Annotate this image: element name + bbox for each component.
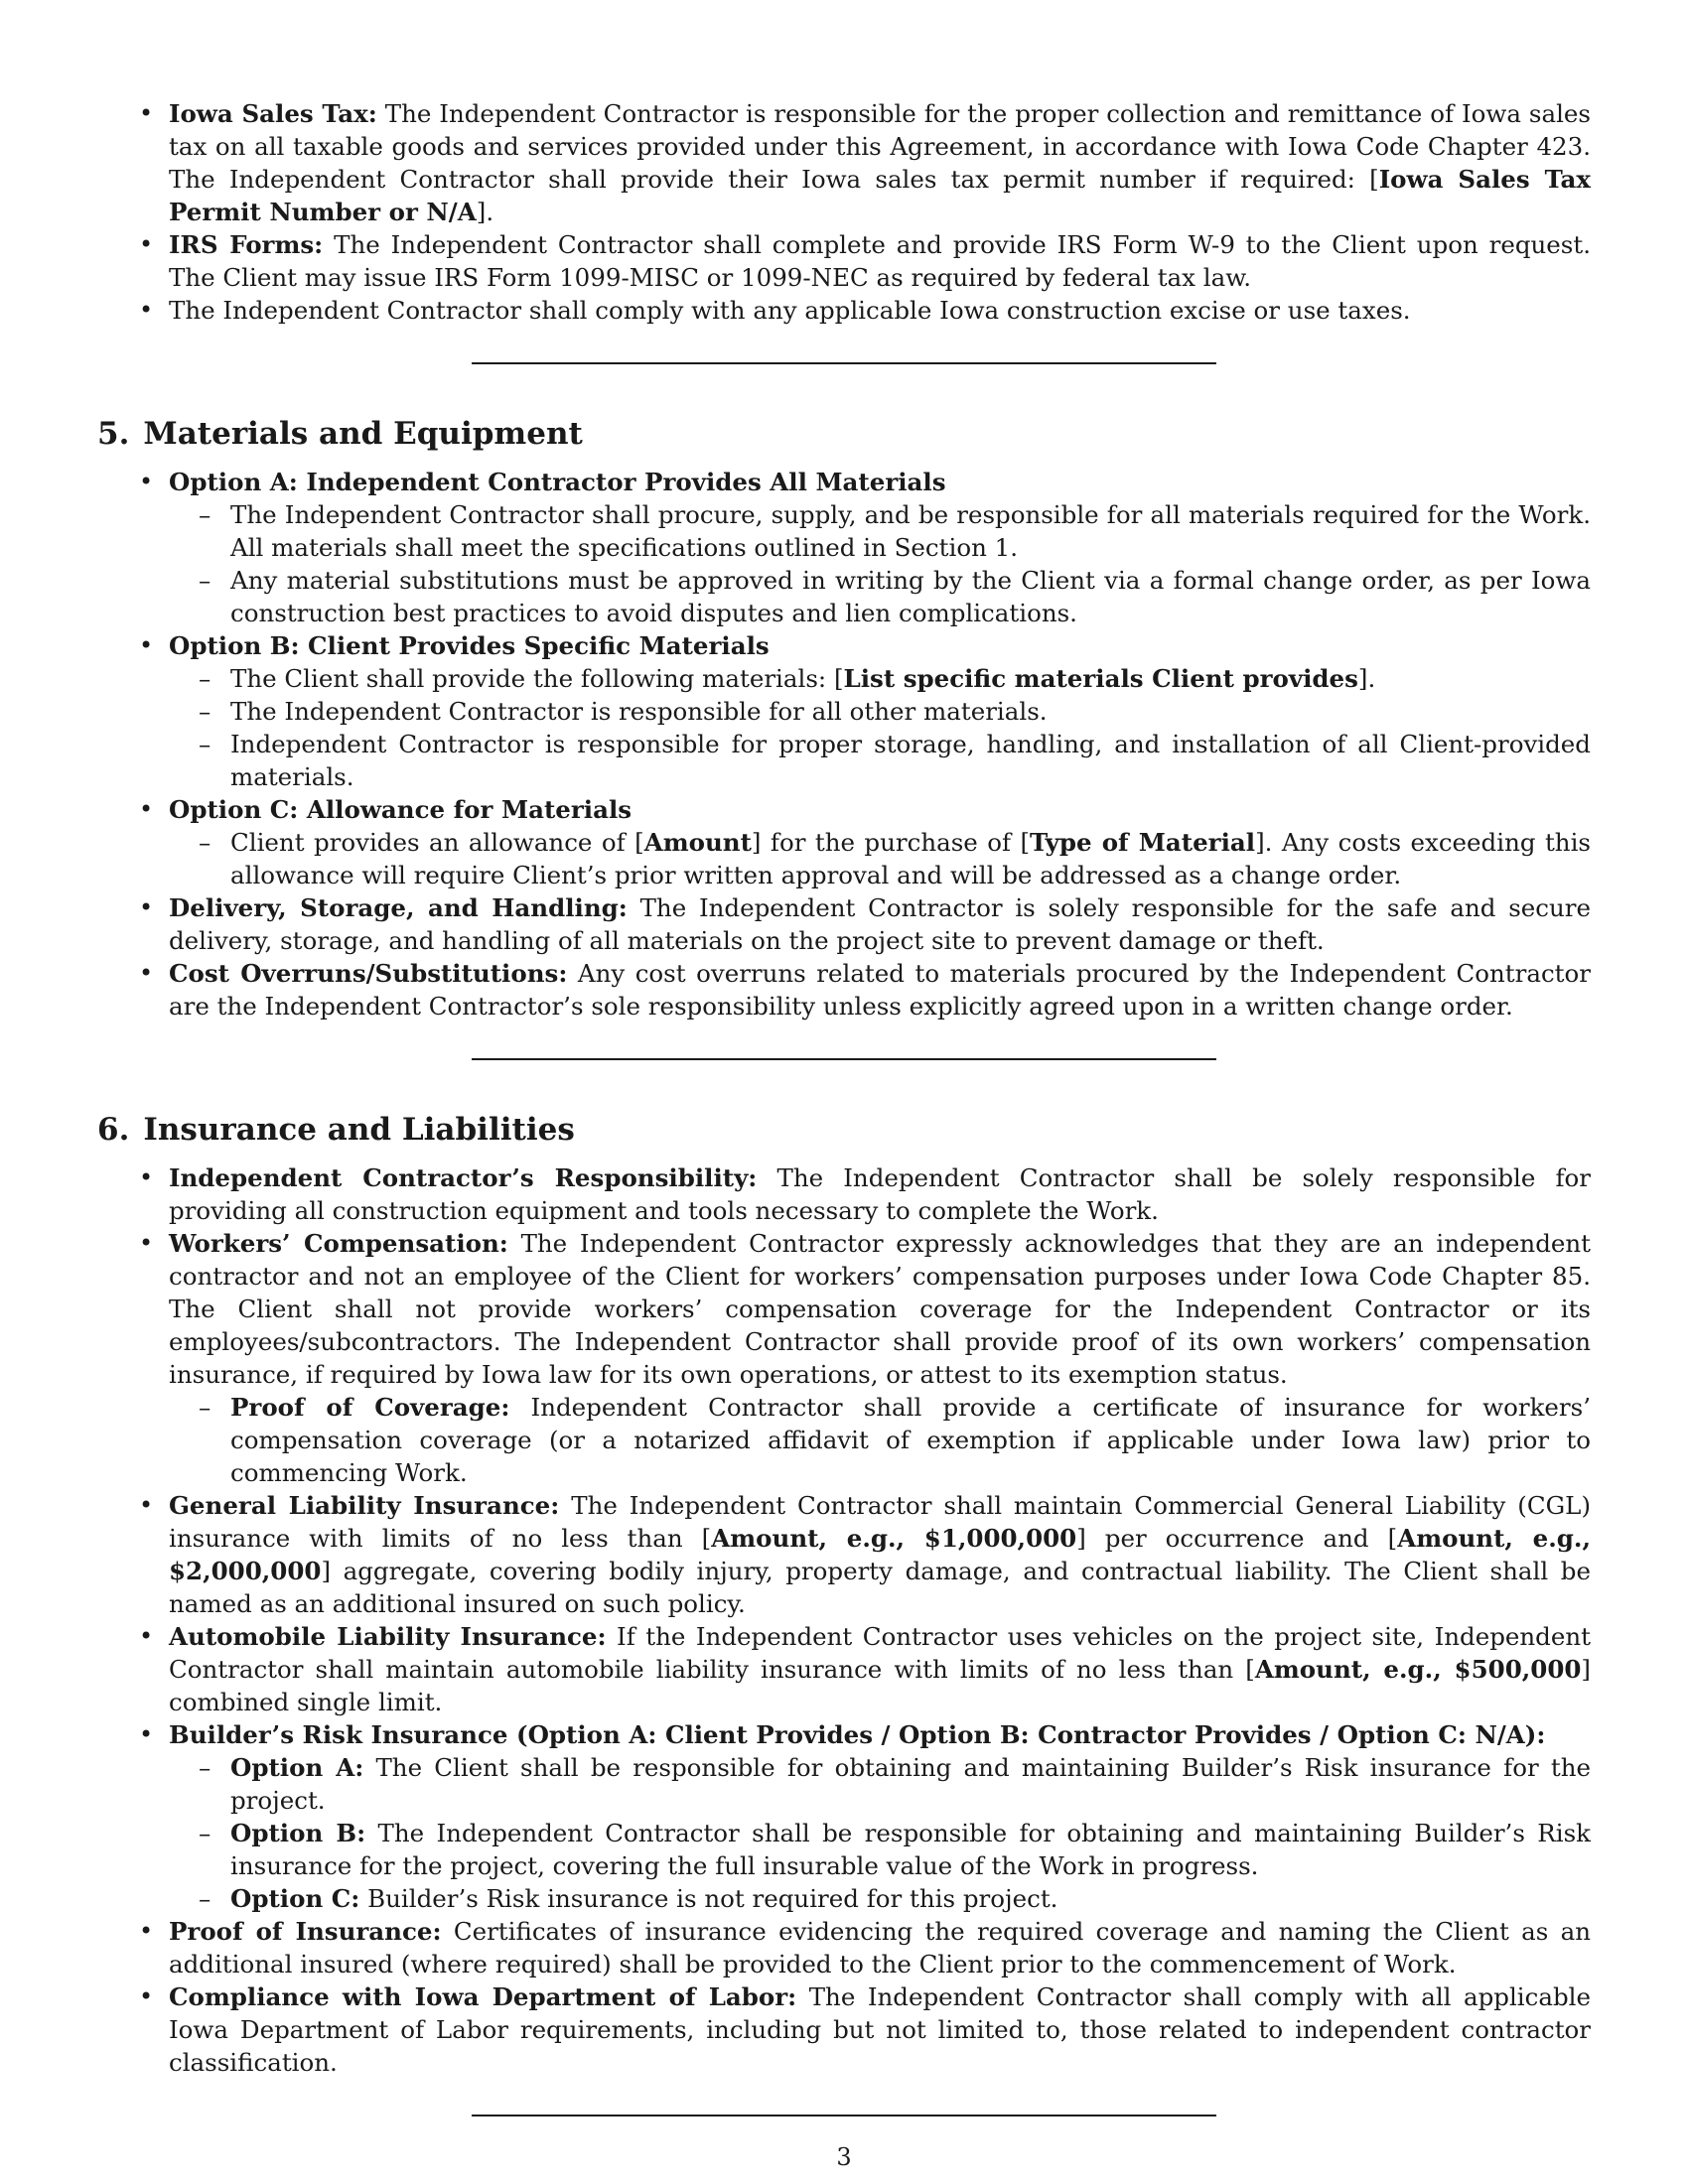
list-item: • IRS Forms: The Independent Contractor shall complete and provide IRS Form W-9 to the Client upon request. The Client may issue IRS Form 1099-MISC or 1099-NEC as required by federal tax law. xyxy=(97,228,1591,294)
item-title: Option B: Client Provides Specific Materials xyxy=(169,631,770,660)
list-item: • General Liability Insurance: The Independent Contractor shall maintain Commercial General Liability (CGL) insurance with limits of no less than [Amount, e.g., $1,000,000] per occurrence and [Amount, e.g., $2,000,000] aggregate, covering bodily injury, property damage, and contractual liability. The Client shall be named as an additional insured on such policy. xyxy=(97,1489,1591,1620)
item-title: Workers’ Compensation: xyxy=(169,1229,508,1258)
section-heading: 5. Materials and Equipment xyxy=(97,416,583,452)
materials-list xyxy=(97,466,1591,1023)
sub-list xyxy=(169,1391,1591,1489)
list-item: • Independent Contractor’s Responsibility: The Independent Contractor shall be solely responsible for providing all construction equipment and tools necessary to complete the Work. xyxy=(97,1161,1591,1227)
tax-list xyxy=(97,97,1591,327)
sub-list-item: – Option A: The Client shall be responsible for obtaining and maintaining Builder’s Risk insurance for the project. xyxy=(169,1751,1591,1817)
sub-list-item: – Independent Contractor is responsible for proper storage, handling, and installation of all Client-provided materials. xyxy=(169,728,1591,793)
list-item xyxy=(97,629,1591,793)
sub-list-item: – Proof of Coverage: Independent Contractor shall provide a certificate of insurance for workers’ compensation coverage (or a notarized affidavit of exemption if applicable under Iowa law) prior to commencing Work. xyxy=(169,1391,1591,1489)
page-number: 3 xyxy=(836,2143,852,2171)
sub-list-item: – Option C: Builder’s Risk insurance is not required for this project. xyxy=(169,1882,1591,1915)
sub-list-item: – Any material substitutions must be approved in writing by the Client via a formal change order, as per Iowa construction best practices to avoid disputes and lien complications. xyxy=(169,564,1591,629)
list-item xyxy=(97,1718,1591,1915)
list-item: • Delivery, Storage, and Handling: The Independent Contractor is solely responsible for the safe and secure delivery, storage, and handling of all materials on the project site to prevent damage or theft. xyxy=(97,891,1591,957)
section-heading: 6. Insurance and Liabilities xyxy=(97,1112,575,1148)
sub-list xyxy=(169,1751,1591,1915)
list-item: • Cost Overruns/Substitutions: Any cost overruns related to materials procured by the Independent Contractor are the Independent Contractor’s sole responsibility unless explicitly agreed upon in a written change order. xyxy=(97,957,1591,1023)
item-title: Delivery, Storage, and Handling: xyxy=(169,893,628,922)
sub-list xyxy=(169,498,1591,629)
sub-list xyxy=(169,662,1591,793)
sub-list-item: – Option B: The Independent Contractor shall be responsible for obtaining and maintaining Builder’s Risk insurance for the project, covering the full insurable value of the Work in progress. xyxy=(169,1817,1591,1882)
insurance-list xyxy=(97,1161,1591,2079)
list-item: • Automobile Liability Insurance: If the Independent Contractor uses vehicles on the project site, Independent Contractor shall maintain automobile liability insurance with limits of no less than [Amount, e.g., $500,000] combined single limit. xyxy=(97,1620,1591,1718)
list-item: • Proof of Insurance: Certificates of insurance evidencing the required coverage and naming the Client as an additional insured (where required) shall be provided to the Client prior to the commencement of Work. xyxy=(97,1915,1591,1980)
sub-list xyxy=(169,826,1591,891)
item-title: IRS Forms: xyxy=(169,230,324,259)
list-item: • Iowa Sales Tax: The Independent Contractor is responsible for the proper collection and remittance of Iowa sales tax on all taxable goods and services provided under this Agreement, in accordance with Iowa Code Chapter 423. The Independent Contractor shall provide their Iowa sales tax permit number if required: [Iowa Sales Tax Permit Number or N/A]. xyxy=(97,97,1591,228)
section-divider xyxy=(472,2115,1216,2116)
item-title: Automobile Liability Insurance: xyxy=(169,1622,607,1651)
item-title: Iowa Sales Tax: xyxy=(169,99,377,128)
list-item: • Workers’ Compensation: The Independent Contractor expressly acknowledges that they are an independent contractor and not an employee of the Client for workers’ compensation purposes under Iowa Code Chapter 85. The Client shall not provide workers’ compensation coverage for the Independent Contractor or its employees/subcontractors. The Independent Contractor shall provide proof of its own workers’ compensation insurance, if required by Iowa law for its own operations, or attest to its exemption status. – Proof of Coverage: Independent Contractor shall provide a certificate of insurance for workers’ compensation coverage (or a notarized affidavit of exemption if applicable under Iowa law) prior to commencing Work. xyxy=(97,1227,1591,1489)
item-title: General Liability Insurance: xyxy=(169,1491,560,1520)
list-item xyxy=(97,466,1591,629)
section-divider xyxy=(472,1058,1216,1060)
item-title: Proof of Insurance: xyxy=(169,1917,442,1946)
item-title: Option C: Allowance for Materials xyxy=(169,795,633,824)
list-item: • Compliance with Iowa Department of Labor: The Independent Contractor shall comply with all applicable Iowa Department of Labor requirements, including but not limited to, those related to independent contractor classification. xyxy=(97,1980,1591,2079)
list-item: • The Independent Contractor shall comply with any applicable Iowa construction excise or use taxes. xyxy=(97,294,1591,327)
sub-list-item: – Client provides an allowance of [Amount] for the purchase of [Type of Material]. Any costs exceeding this allowance will require Client’s prior written approval and will be addressed as a change order. xyxy=(169,826,1591,891)
page-content xyxy=(97,97,1591,2116)
section-divider xyxy=(472,362,1216,364)
sub-list-item: – The Client shall provide the following materials: [List specific materials Client provides]. xyxy=(169,662,1591,695)
item-title: Compliance with Iowa Department of Labor: xyxy=(169,1982,797,2011)
item-title: Independent Contractor’s Responsibility: xyxy=(169,1163,758,1192)
sub-list-item: – The Independent Contractor shall procure, supply, and be responsible for all materials required for the Work. All materials shall meet the specifications outlined in Section 1. xyxy=(169,498,1591,564)
item-title: Builder’s Risk Insurance (Option A: Client Provides / Option B: Contractor Provides / Option C: N/A): xyxy=(169,1720,1546,1749)
item-title: Cost Overruns/Substitutions: xyxy=(169,959,568,988)
sub-list-item: – The Independent Contractor is responsible for all other materials. xyxy=(169,695,1591,728)
list-item xyxy=(97,793,1591,891)
item-title: Option A: Independent Contractor Provides All Materials xyxy=(169,468,946,496)
